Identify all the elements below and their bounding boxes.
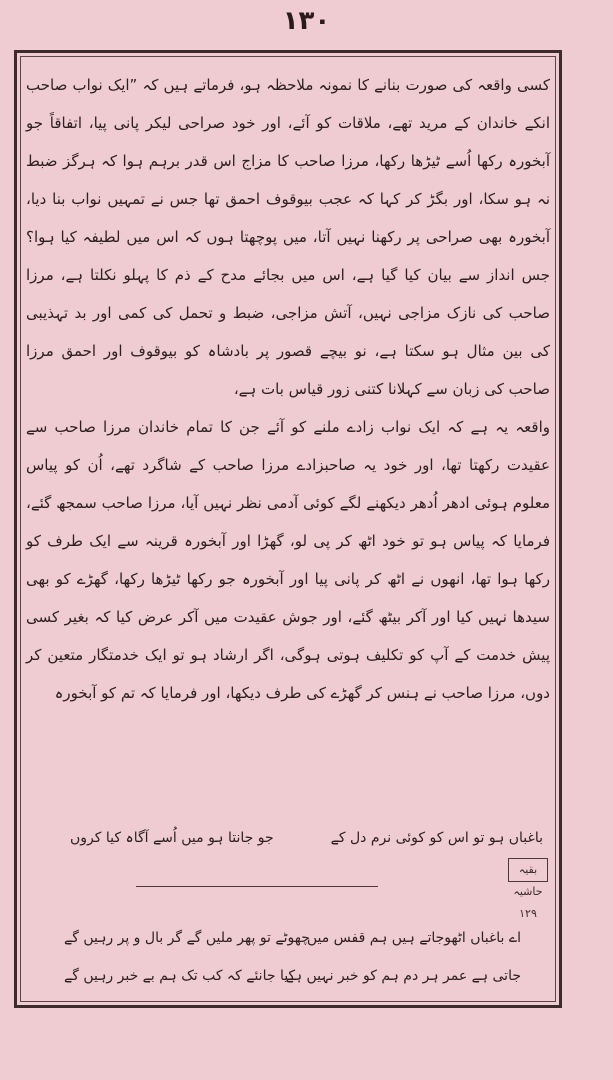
verse-1-left: چھوٹے تو پھر ملیں گے گر بال و پر رہیں گے xyxy=(64,930,310,946)
footnote-left: جو جانتا ہو میں اُسے آگاہ کیا کروں xyxy=(70,830,274,846)
verse-1-right: اے باغباں اٹھوجاتے ہیں ہم قفس میں xyxy=(306,930,521,946)
paragraph-1: کسی واقعہ کی صورت بنانے کا نمونہ ملاحظہ ہو، فرماتے ہیں کہ ”ایک نواب صاحب انکے خاندان کے مرید تھے، ملاقات کو آئے، اور خود صراحی لیکر پانی پیا، اتفاقاً جو آبخورہ رکھا اُسے ٹیڑھا رکھا، مرزا صاحب کا مزاج اس قدر برہم ہوا کہ ہرگز ضبط نہ ہو سکا، اور بگڑ کر کہا کہ عجب بیوقوف احمق تھا جس نے تمہیں نواب بنا دیا، آبخورہ بھی صراحی پر رکھنا نہیں آتا، میں پوچھتا ہوں کہ اس میں لطیفہ کیا ہوا؟ جس انداز سے بیان کیا گیا ہے، اس میں بجائے مدح کے ذم کا پہلو نکلتا ہے، مرزا صاحب کی نازک مزاجی نہیں، آتش مزاجی، ضبط و تحمل کی کمی اور بد تہذیبی کی بین مثال ہو سکتا ہے، نو بیچے قصور پر بادشاہ کو بیوقوف اور احمق مرزا صاحب کی زبان سے کہلانا کتنی زور قیاس بات ہے، xyxy=(26,76,550,398)
footnote-rule xyxy=(136,886,378,887)
main-text xyxy=(26,66,550,712)
page-number: ۱۳۰ xyxy=(282,6,331,36)
verse-2-right: جاتی ہے عمر ہر دم ہم کو خبر نہیں ہے xyxy=(285,968,521,984)
footnote-mark: بقیہ حاشیہ ۱۲۹ xyxy=(508,858,548,882)
verse-2-left: کیا جانئے کہ کب تک ہم بے خبر رہیں گے xyxy=(64,968,296,984)
paragraph-2: واقعہ یہ ہے کہ ایک نواب زادے ملنے کو آئے جن کا تمام خاندان مرزا صاحب سے عقیدت رکھتا تھا، اور خود یہ صاحبزادے مرزا صاحب کے شاگرد تھے، اُن کو پیاس معلوم ہوئی ادھر اُدھر دیکھنے لگے کوئی آدمی نظر نہیں آیا، مرزا صاحب سمجھ گئے، فرمایا کہ پیاس ہو تو خود اٹھ کر پی لو، گھڑا اور آبخورہ قرینہ سے ایک طرف کو رکھا ہوا تھا، انھوں نے اٹھ کر پانی پیا اور آبخورہ جو رکھا ٹیڑھا رکھا، گھڑے کو بھی سیدھا نہیں کیا اور آکر بیٹھ گئے، اور جوش عقیدت میں آکر عرض کیا کہ بغیر کسی پیش خدمت کے آپ کو تکلیف ہوتی ہوگی، اگر ارشاد ہو تو ایک خدمتگار متعین کر دوں، مرزا صاحب نے ہنس کر گھڑے کی طرف دیکھا، اور فرمایا کہ تم کو آبخورہ xyxy=(26,418,550,702)
footnote-right: باغباں ہو تو اس کو کوئی نرم دل کے xyxy=(330,830,543,846)
